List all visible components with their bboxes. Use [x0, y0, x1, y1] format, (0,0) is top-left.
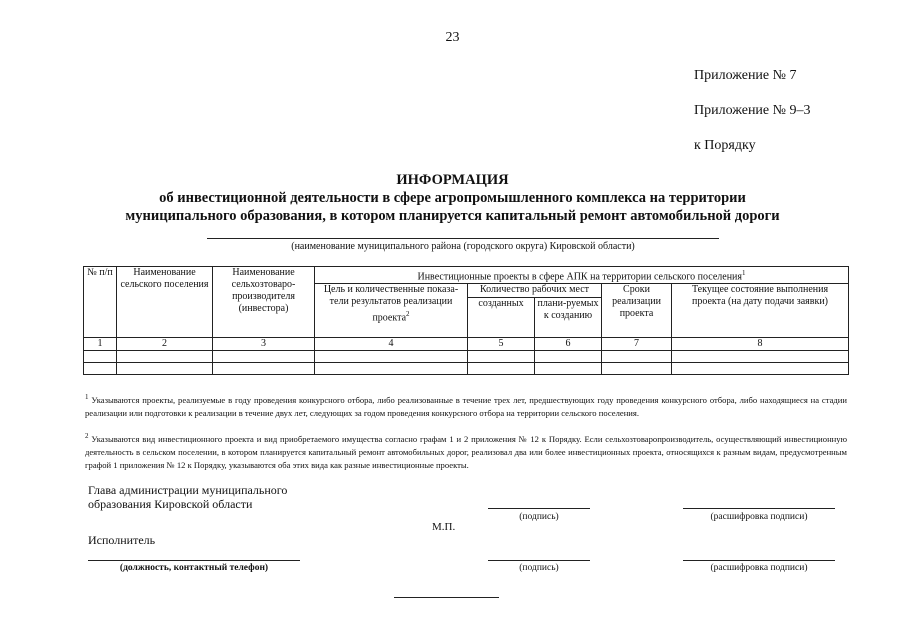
document-subtitle-1: об инвестиционной деятельности в сфере агропромышленного комплекса на территории [159, 190, 746, 206]
document-title: ИНФОРМАЦИЯ [396, 172, 509, 188]
document-subtitle-2: муниципального образования, в котором планируется капитальный ремонт автомобильной дороги [125, 208, 780, 224]
footnote-1-mark: 1 [85, 393, 89, 401]
header-producer: Наименование сельхозтоваро-производителя (инвестора) [213, 267, 315, 338]
footnote-ref-1: 1 [742, 269, 746, 277]
header-num: № п/п [84, 267, 117, 338]
position-caption: (должность, контактный телефон) [119, 563, 269, 573]
appendix-line-3: к Порядку [694, 138, 756, 153]
footnote-ref-2: 2 [406, 310, 410, 319]
table-row [84, 363, 849, 375]
col-number: 1 [84, 338, 117, 351]
page-number: 23 [445, 30, 460, 45]
signature-caption-2: (подпись) [519, 563, 559, 573]
header-investment-projects [315, 267, 849, 284]
appendix-line-2: Приложение № 9–3 [694, 103, 811, 118]
head-title-line-2: образования Кировской области [88, 497, 253, 511]
header-state: Текущее состояние выполнения проекта (на дату подачи заявки) [672, 284, 849, 338]
col-number: 7 [602, 338, 672, 351]
position-line [88, 560, 300, 561]
executor-label: Исполнитель [88, 533, 156, 547]
header-terms: Сроки реализации проекта [602, 284, 672, 338]
footnote-2 [85, 430, 847, 472]
col-number: 2 [117, 338, 213, 351]
header-settlement: Наименование сельского поселения [117, 267, 213, 338]
investment-table [83, 266, 849, 375]
header-goal [315, 284, 468, 338]
head-title-line-1: Глава администрации муниципального [88, 483, 288, 497]
header-jobs-created: созданных [468, 298, 535, 338]
footnote-2-text: Указываются вид инвестиционного проекта и вид приобретаемого имущества согласно графам 1 и 2 приложения № 12 к Порядку. Если сельхозтоваропроизводитель, осуществляющий инвестиционную деятельность в сельском поселении, в котором планируется капитальный ремонт автомобильных дорог, реализовал два или более инвестиционных проекта, относящихся к разным видам, предусмотренным графой 1 приложения № 12 к Порядку, указываются оба этих вида как разные инвестиционные проекты. [85, 433, 847, 470]
footnote-1-text: Указываются проекты, реализуемые в году проведения конкурсного отбора, либо реализованные в течение трех лет, предшествующих году проведения конкурсного отбора, либо находящиеся на стадии реализации или подготовки к реализации в течение двух лет, следующих за годом проведения конкурсного отбора на территории сельского поселения. [85, 394, 847, 418]
col-number: 4 [315, 338, 468, 351]
col-number: 8 [672, 338, 849, 351]
footnote-1 [85, 391, 847, 420]
decode-line [683, 508, 835, 509]
col-number: 3 [213, 338, 315, 351]
bottom-separator [394, 597, 499, 598]
footnote-2-mark: 2 [85, 432, 89, 440]
decode-caption: (расшифровка подписи) [710, 512, 808, 522]
header-jobs-planned: плани-руемых к созданию [535, 298, 602, 338]
decode-line-2 [683, 560, 835, 561]
region-name-line [207, 238, 719, 239]
table-row [84, 351, 849, 363]
header-goal-text: Цель и количественные показа-тели результатов реализации проекта [323, 284, 459, 324]
appendix-line-1: Приложение № 7 [694, 68, 797, 83]
signature-line-2 [488, 560, 590, 561]
decode-caption-2: (расшифровка подписи) [710, 563, 808, 573]
signature-caption: (подпись) [519, 512, 559, 522]
region-caption: (наименование муниципального района (городского округа) Кировской области) [291, 241, 635, 252]
signature-line [488, 508, 590, 509]
seal-place: М.П. [432, 521, 456, 533]
column-numbers-row [84, 338, 849, 351]
header-jobs: Количество рабочих мест [468, 284, 602, 298]
col-number: 5 [468, 338, 535, 351]
col-number: 6 [535, 338, 602, 351]
header-investment-projects-text: Инвестиционные проекты в сфере АПК на территории сельского поселения [417, 271, 743, 283]
